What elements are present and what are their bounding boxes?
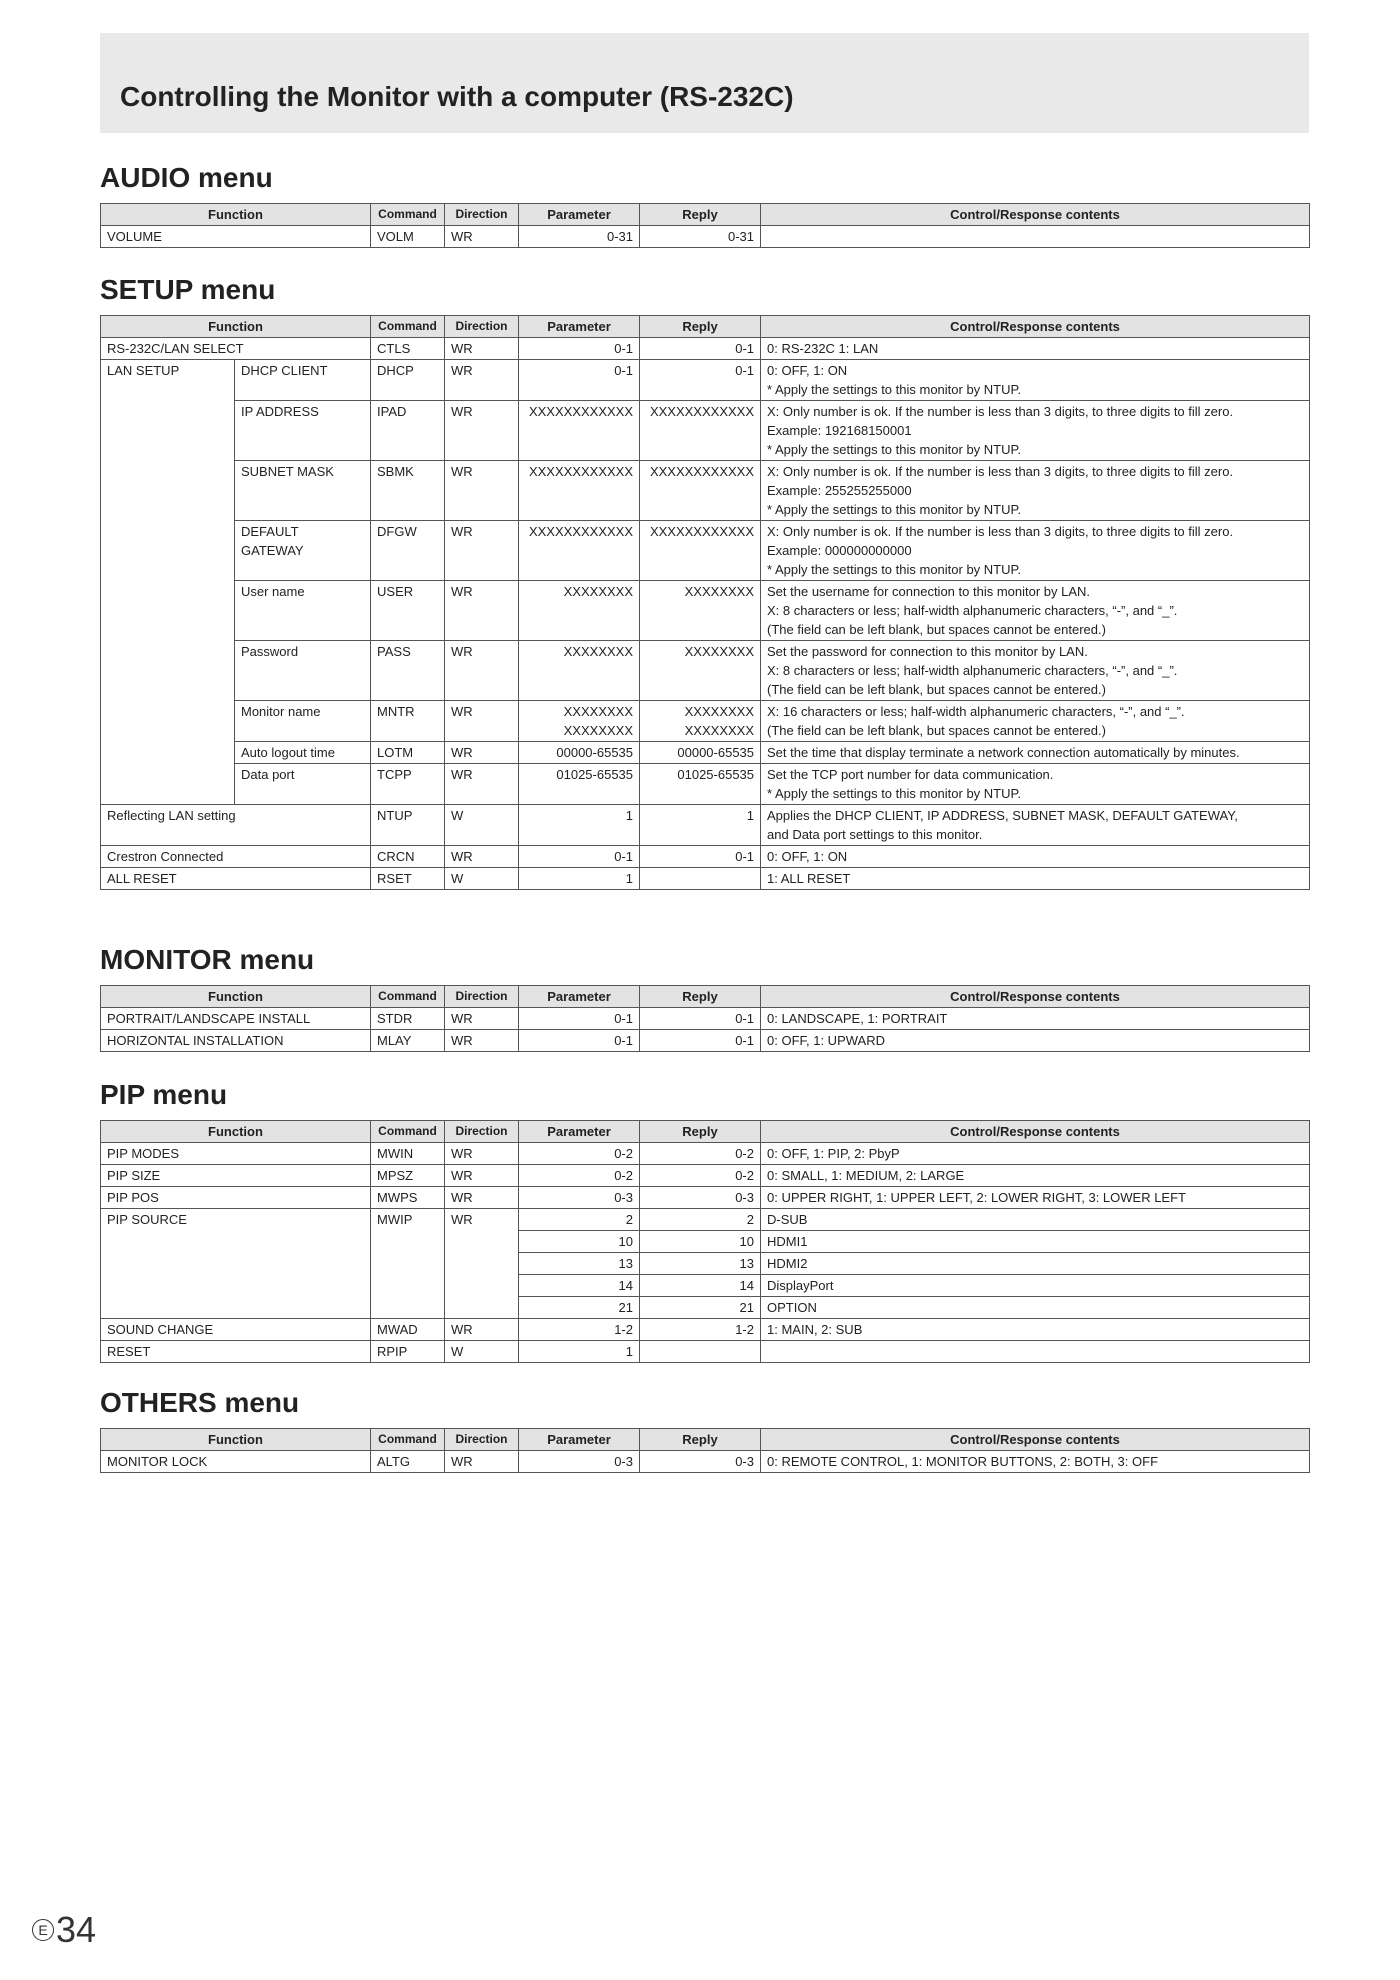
- contents-cell: [761, 701, 1310, 742]
- header-direction: Direction: [445, 986, 519, 1008]
- table-row: [101, 461, 1310, 521]
- cell-line: XXXXXXXX: [684, 723, 755, 738]
- table-row: [101, 1319, 1310, 1341]
- table-row: [101, 360, 1310, 401]
- cell-line: X: Only number is ok. If the number is less than 3 digits, to three digits to fill zero.: [767, 404, 1234, 419]
- header-parameter: Parameter: [519, 1429, 640, 1451]
- setup-table: [100, 315, 1310, 890]
- contents-cell: [761, 742, 1310, 764]
- command-cell: IPAD: [371, 401, 445, 461]
- reply-cell: 10: [640, 1231, 761, 1253]
- command-cell: SBMK: [371, 461, 445, 521]
- function-cell: PIP SOURCE: [101, 1209, 371, 1319]
- header-parameter: Parameter: [519, 316, 640, 338]
- contents-cell: [761, 401, 1310, 461]
- command-cell: MWIN: [371, 1143, 445, 1165]
- parameter-cell: 13: [519, 1253, 640, 1275]
- command-cell: NTUP: [371, 805, 445, 846]
- contents-cell: OPTION: [761, 1297, 1310, 1319]
- contents-cell: 0: RS-232C 1: LAN: [761, 338, 1310, 360]
- header-function: Function: [101, 316, 371, 338]
- parameter-cell: XXXXXXXX: [519, 581, 640, 641]
- pip-title: PIP menu: [100, 1079, 228, 1110]
- contents-cell: [761, 641, 1310, 701]
- monitor-title: MONITOR menu: [100, 944, 315, 975]
- direction-cell: WR: [445, 846, 519, 868]
- contents-cell: 0: SMALL, 1: MEDIUM, 2: LARGE: [761, 1165, 1310, 1187]
- parameter-cell: 1: [519, 868, 640, 890]
- sub-function-cell: IP ADDRESS: [235, 401, 371, 461]
- sub-function-cell: Monitor name: [235, 701, 371, 742]
- function-cell: PIP MODES: [101, 1143, 371, 1165]
- header-parameter: Parameter: [519, 1121, 640, 1143]
- cell-line: * Apply the settings to this monitor by NTUP.: [767, 502, 1022, 517]
- direction-cell: W: [445, 805, 519, 846]
- page-title: Controlling the Monitor with a computer (RS-232C): [120, 81, 794, 112]
- cell-line: XXXXXXXX: [563, 704, 634, 719]
- direction-cell: W: [445, 868, 519, 890]
- cell-line: X: Only number is ok. If the number is less than 3 digits, to three digits to fill zero.: [767, 464, 1234, 479]
- table-row: [101, 1209, 1310, 1231]
- parameter-cell: XXXXXXXXXXXX: [519, 521, 640, 581]
- header-direction: Direction: [445, 1121, 519, 1143]
- parameter-cell: XXXXXXXX: [519, 641, 640, 701]
- reply-cell: 0-1: [640, 1030, 761, 1052]
- command-cell: CTLS: [371, 338, 445, 360]
- table-row: [101, 1451, 1310, 1473]
- parameter-cell: 01025-65535: [519, 764, 640, 805]
- command-cell: MWPS: [371, 1187, 445, 1209]
- header-function: Function: [101, 986, 371, 1008]
- contents-cell: [761, 1341, 1310, 1363]
- parameter-cell: 1-2: [519, 1319, 640, 1341]
- reply-cell: 21: [640, 1297, 761, 1319]
- parameter-cell: XXXXXXXXXXXX: [519, 461, 640, 521]
- header-reply: Reply: [640, 204, 761, 226]
- direction-cell: WR: [445, 1008, 519, 1030]
- reply-cell: 0-1: [640, 846, 761, 868]
- header-control: Control/Response contents: [761, 316, 1310, 338]
- function-cell: RESET: [101, 1341, 371, 1363]
- command-cell: LOTM: [371, 742, 445, 764]
- contents-cell: [761, 521, 1310, 581]
- command-cell: CRCN: [371, 846, 445, 868]
- reply-cell: 2: [640, 1209, 761, 1231]
- function-cell: Crestron Connected: [101, 846, 371, 868]
- sub-function-cell: User name: [235, 581, 371, 641]
- table-row: [101, 1187, 1310, 1209]
- contents-cell: DisplayPort: [761, 1275, 1310, 1297]
- cell-line: Example: 192168150001: [767, 423, 912, 438]
- parameter-cell: 0-1: [519, 338, 640, 360]
- table-row: [101, 1341, 1310, 1363]
- sub-function-cell: Password: [235, 641, 371, 701]
- cell-line: * Apply the settings to this monitor by NTUP.: [767, 562, 1022, 577]
- cell-line: (The field can be left blank, but spaces cannot be entered.): [767, 622, 1106, 637]
- contents-cell: 0: REMOTE CONTROL, 1: MONITOR BUTTONS, 2: BOTH, 3: OFF: [761, 1451, 1310, 1473]
- table-row: [101, 1143, 1310, 1165]
- parameter-cell: 21: [519, 1297, 640, 1319]
- command-cell: USER: [371, 581, 445, 641]
- table-row: [101, 846, 1310, 868]
- cell-line: 1: ALL RESET: [767, 871, 851, 886]
- table-row: [101, 701, 1310, 742]
- contents-cell: [761, 868, 1310, 890]
- parameter-cell: 0-1: [519, 846, 640, 868]
- function-cell: PORTRAIT/LANDSCAPE INSTALL: [101, 1008, 371, 1030]
- table-row: [101, 641, 1310, 701]
- direction-cell: WR: [445, 226, 519, 248]
- others-title: OTHERS menu: [100, 1387, 300, 1418]
- table-row: [101, 521, 1310, 581]
- audio-section: [100, 162, 1309, 248]
- language-marker: E: [32, 1919, 54, 1941]
- cell-line: Set the password for connection to this monitor by LAN.: [767, 644, 1088, 659]
- others-table: [100, 1428, 1310, 1473]
- cell-line: XXXXXXXX: [563, 723, 634, 738]
- function-cell: HORIZONTAL INSTALLATION: [101, 1030, 371, 1052]
- function-cell: ALL RESET: [101, 868, 371, 890]
- parameter-cell: 0-31: [519, 226, 640, 248]
- direction-cell: WR: [445, 1143, 519, 1165]
- table-row: [101, 226, 1310, 248]
- parameter-cell: 0-3: [519, 1187, 640, 1209]
- audio-table: [100, 203, 1310, 248]
- contents-cell: [761, 360, 1310, 401]
- reply-cell: XXXXXXXX: [640, 581, 761, 641]
- contents-cell: [761, 226, 1310, 248]
- reply-cell: 0-1: [640, 360, 761, 401]
- contents-cell: [761, 581, 1310, 641]
- function-cell: PIP POS: [101, 1187, 371, 1209]
- table-row: [101, 742, 1310, 764]
- header-reply: Reply: [640, 1429, 761, 1451]
- reply-cell: XXXXXXXXXXXX: [640, 401, 761, 461]
- table-row: [101, 1030, 1310, 1052]
- header-function: Function: [101, 204, 371, 226]
- others-section: [100, 1387, 1309, 1473]
- parameter-cell: 1: [519, 1341, 640, 1363]
- command-cell: MNTR: [371, 701, 445, 742]
- reply-cell: 1-2: [640, 1319, 761, 1341]
- cell-line: Set the time that display terminate a network connection automatically by minutes.: [767, 745, 1240, 760]
- direction-cell: WR: [445, 1187, 519, 1209]
- parameter-cell: 0-2: [519, 1143, 640, 1165]
- contents-cell: [761, 764, 1310, 805]
- table-row: [101, 764, 1310, 805]
- parameter-cell: 0-1: [519, 1030, 640, 1052]
- direction-cell: WR: [445, 1209, 519, 1319]
- contents-cell: 0: OFF, 1: PIP, 2: PbyP: [761, 1143, 1310, 1165]
- header-control: Control/Response contents: [761, 204, 1310, 226]
- reply-cell: XXXXXXXXXXXX: [640, 461, 761, 521]
- direction-cell: WR: [445, 1030, 519, 1052]
- cell-line: X: 8 characters or less; half-width alphanumeric characters, “-”, and “_”.: [767, 663, 1178, 678]
- parameter-cell: 10: [519, 1231, 640, 1253]
- function-cell: VOLUME: [101, 226, 371, 248]
- reply-cell: XXXXXXXX: [640, 641, 761, 701]
- table-row: [101, 868, 1310, 890]
- direction-cell: WR: [445, 1165, 519, 1187]
- pip-section: [100, 1079, 1309, 1363]
- function-cell: RS-232C/LAN SELECT: [101, 338, 371, 360]
- cell-line: (The field can be left blank, but spaces cannot be entered.): [767, 723, 1106, 738]
- table-row: [101, 805, 1310, 846]
- sub-function-cell: DHCP CLIENT: [235, 360, 371, 401]
- parameter-cell: 2: [519, 1209, 640, 1231]
- reply-cell: 00000-65535: [640, 742, 761, 764]
- lan-setup-group-cell: LAN SETUP: [101, 360, 235, 805]
- audio-title: AUDIO menu: [100, 162, 273, 193]
- cell-line: and Data port settings to this monitor.: [767, 827, 983, 842]
- contents-cell: 0: OFF, 1: UPWARD: [761, 1030, 1310, 1052]
- cell-line: Set the username for connection to this monitor by LAN.: [767, 584, 1091, 599]
- command-cell: TCPP: [371, 764, 445, 805]
- function-cell: SOUND CHANGE: [101, 1319, 371, 1341]
- command-cell: PASS: [371, 641, 445, 701]
- table-row: [101, 338, 1310, 360]
- direction-cell: WR: [445, 581, 519, 641]
- parameter-cell: 0-1: [519, 1008, 640, 1030]
- reply-cell: 0-3: [640, 1451, 761, 1473]
- reply-cell: 0-1: [640, 1008, 761, 1030]
- direction-cell: WR: [445, 701, 519, 742]
- setup-title: SETUP menu: [100, 274, 276, 305]
- header-direction: Direction: [445, 204, 519, 226]
- function-cell: MONITOR LOCK: [101, 1451, 371, 1473]
- table-header-row: [101, 1121, 1310, 1143]
- parameter-cell: 1: [519, 805, 640, 846]
- cell-line: X: Only number is ok. If the number is less than 3 digits, to three digits to fill zero.: [767, 524, 1234, 539]
- direction-cell: W: [445, 1341, 519, 1363]
- cell-line: XXXXXXXX: [684, 704, 755, 719]
- cell-line: X: 8 characters or less; half-width alphanumeric characters, “-”, and “_”.: [767, 603, 1178, 618]
- sub-function-cell: DEFAULT GATEWAY: [235, 521, 371, 581]
- direction-cell: WR: [445, 1319, 519, 1341]
- reply-cell: 0-1: [640, 338, 761, 360]
- page-footer: [32, 1910, 96, 1950]
- cell-line: X: 16 characters or less; half-width alphanumeric characters, “-”, and “_”.: [767, 704, 1185, 719]
- header-command: Command: [371, 316, 445, 338]
- cell-line: 0: OFF, 1: ON: [767, 363, 848, 378]
- direction-cell: WR: [445, 764, 519, 805]
- cell-line: 0: OFF, 1: ON: [767, 849, 848, 864]
- header-reply: Reply: [640, 1121, 761, 1143]
- command-cell: DHCP: [371, 360, 445, 401]
- command-cell: MPSZ: [371, 1165, 445, 1187]
- direction-cell: WR: [445, 641, 519, 701]
- command-cell: ALTG: [371, 1451, 445, 1473]
- header-control: Control/Response contents: [761, 1121, 1310, 1143]
- parameter-cell: XXXXXXXXXXXX: [519, 401, 640, 461]
- cell-line: Applies the DHCP CLIENT, IP ADDRESS, SUBNET MASK, DEFAULT GATEWAY,: [767, 808, 1238, 823]
- page-number: 34: [56, 1909, 97, 1950]
- command-cell: STDR: [371, 1008, 445, 1030]
- cell-line: * Apply the settings to this monitor by NTUP.: [767, 442, 1022, 457]
- direction-cell: WR: [445, 742, 519, 764]
- header-control: Control/Response contents: [761, 986, 1310, 1008]
- pip-table: [100, 1120, 1310, 1363]
- header-command: Command: [371, 1121, 445, 1143]
- contents-cell: 0: LANDSCAPE, 1: PORTRAIT: [761, 1008, 1310, 1030]
- header-control: Control/Response contents: [761, 1429, 1310, 1451]
- reply-cell: 13: [640, 1253, 761, 1275]
- command-cell: VOLM: [371, 226, 445, 248]
- reply-cell: [640, 1341, 761, 1363]
- reply-cell: XXXXXXXXXXXX: [640, 521, 761, 581]
- reply-cell: 14: [640, 1275, 761, 1297]
- cell-line: Example: 000000000000: [767, 543, 912, 558]
- header-parameter: Parameter: [519, 204, 640, 226]
- parameter-cell: 0-1: [519, 360, 640, 401]
- table-row: [101, 1008, 1310, 1030]
- command-cell: MWIP: [371, 1209, 445, 1319]
- direction-cell: WR: [445, 338, 519, 360]
- header-direction: Direction: [445, 1429, 519, 1451]
- direction-cell: WR: [445, 360, 519, 401]
- command-cell: MWAD: [371, 1319, 445, 1341]
- reply-cell: 01025-65535: [640, 764, 761, 805]
- direction-cell: WR: [445, 521, 519, 581]
- header-direction: Direction: [445, 316, 519, 338]
- reply-cell: 0-31: [640, 226, 761, 248]
- contents-cell: HDMI1: [761, 1231, 1310, 1253]
- header-command: Command: [371, 204, 445, 226]
- sub-function-cell: SUBNET MASK: [235, 461, 371, 521]
- table-row: [101, 581, 1310, 641]
- reply-cell: [640, 701, 761, 742]
- page-header: [100, 33, 1309, 133]
- contents-cell: 0: UPPER RIGHT, 1: UPPER LEFT, 2: LOWER RIGHT, 3: LOWER LEFT: [761, 1187, 1310, 1209]
- function-cell: PIP SIZE: [101, 1165, 371, 1187]
- contents-cell: [761, 805, 1310, 846]
- sub-function-cell: Data port: [235, 764, 371, 805]
- cell-line: (The field can be left blank, but spaces cannot be entered.): [767, 682, 1106, 697]
- header-command: Command: [371, 1429, 445, 1451]
- direction-cell: WR: [445, 1451, 519, 1473]
- cell-line: Set the TCP port number for data communication.: [767, 767, 1054, 782]
- monitor-table: [100, 985, 1310, 1052]
- contents-cell: [761, 846, 1310, 868]
- header-reply: Reply: [640, 986, 761, 1008]
- parameter-cell: 00000-65535: [519, 742, 640, 764]
- setup-section: [100, 274, 1309, 890]
- header-function: Function: [101, 1121, 371, 1143]
- parameter-cell: 14: [519, 1275, 640, 1297]
- table-header-row: [101, 986, 1310, 1008]
- table-row: [101, 401, 1310, 461]
- parameter-cell: 0-3: [519, 1451, 640, 1473]
- reply-cell: 0-3: [640, 1187, 761, 1209]
- contents-cell: [761, 461, 1310, 521]
- cell-line: * Apply the settings to this monitor by NTUP.: [767, 786, 1022, 801]
- parameter-cell: 0-2: [519, 1165, 640, 1187]
- function-cell: Reflecting LAN setting: [101, 805, 371, 846]
- reply-cell: 1: [640, 805, 761, 846]
- reply-cell: [640, 868, 761, 890]
- table-row: [101, 1165, 1310, 1187]
- parameter-cell: [519, 701, 640, 742]
- cell-line: Example: 255255255000: [767, 483, 912, 498]
- reply-cell: 0-2: [640, 1165, 761, 1187]
- header-function: Function: [101, 1429, 371, 1451]
- command-cell: RPIP: [371, 1341, 445, 1363]
- contents-cell: 1: MAIN, 2: SUB: [761, 1319, 1310, 1341]
- header-reply: Reply: [640, 316, 761, 338]
- contents-cell: D-SUB: [761, 1209, 1310, 1231]
- command-cell: DFGW: [371, 521, 445, 581]
- sub-function-cell: Auto logout time: [235, 742, 371, 764]
- table-header-row: [101, 316, 1310, 338]
- cell-line: * Apply the settings to this monitor by NTUP.: [767, 382, 1022, 397]
- direction-cell: WR: [445, 401, 519, 461]
- command-cell: MLAY: [371, 1030, 445, 1052]
- reply-cell: 0-2: [640, 1143, 761, 1165]
- contents-cell: HDMI2: [761, 1253, 1310, 1275]
- direction-cell: WR: [445, 461, 519, 521]
- table-header-row: [101, 1429, 1310, 1451]
- header-parameter: Parameter: [519, 986, 640, 1008]
- table-header-row: [101, 204, 1310, 226]
- monitor-section: [100, 944, 1309, 1052]
- command-cell: RSET: [371, 868, 445, 890]
- header-command: Command: [371, 986, 445, 1008]
